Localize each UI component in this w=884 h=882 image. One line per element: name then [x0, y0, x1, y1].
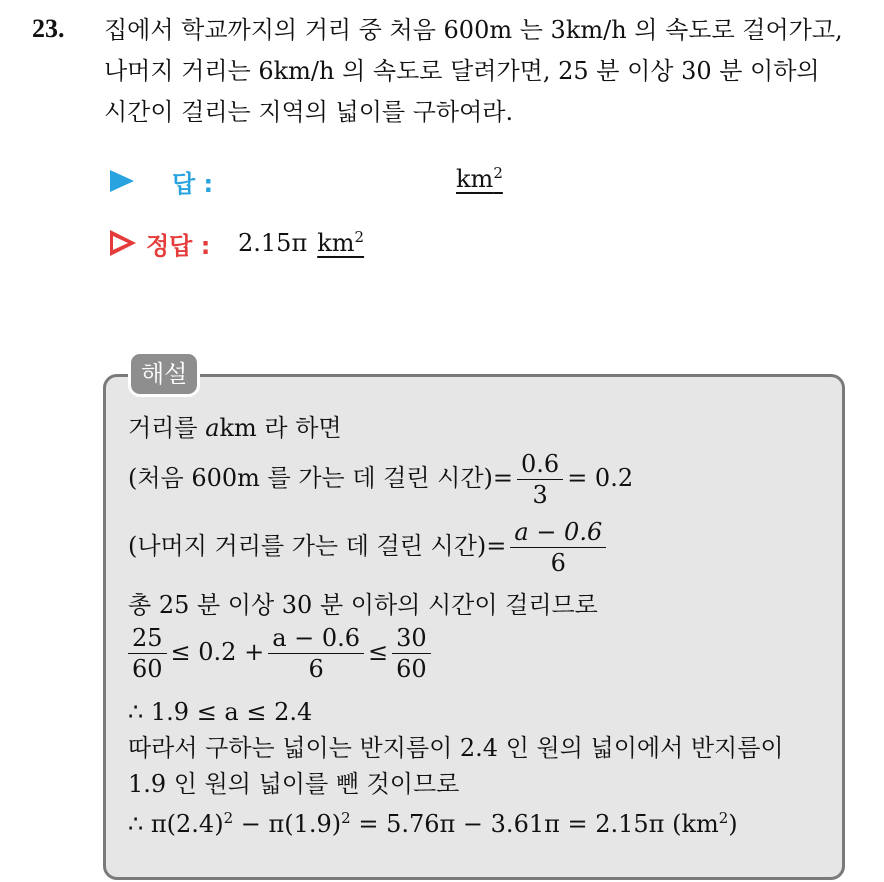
fraction: [510, 520, 606, 575]
solution-line-1: [128, 416, 342, 440]
question-line-1: 집에서 학교까지의 거리 중 처음 600m 는 3km/h 의 속도로 걸어가고,: [104, 16, 843, 44]
solution-line-4: 총 25 분 이상 30 분 이하의 시간이 걸리므로: [128, 591, 598, 619]
solution-line-9-exp2: 2: [341, 809, 351, 827]
answer-input-blank[interactable]: [456, 164, 503, 193]
solution-line-3-text: (나머지 거리를 가는 데 걸린 시간)=: [128, 532, 507, 560]
solution-line-6: ∴ 1.9 ≤ a ≤ 2.4: [128, 698, 313, 726]
question-line-2: 나머지 거리는 6km/h 의 속도로 달려가면, 25 분 이상 30 분 이하의: [104, 57, 820, 85]
correct-unit-text: km: [317, 229, 355, 257]
question-text: [104, 10, 874, 133]
fraction-numerator: a − 0.6: [510, 520, 606, 548]
fraction-denominator: 60: [132, 655, 163, 683]
correct-answer-label: 정답 :: [146, 232, 211, 260]
fraction-numerator: 30: [392, 626, 431, 654]
solution-line-9-c: = 5.76π − 3.61π = 2.15π (km: [350, 810, 719, 838]
solution-line-9-exp1: 2: [223, 809, 234, 827]
solution-line-7: 따라서 구하는 넓이는 반지름이 2.4 인 원의 넓이에서 반지름이: [128, 734, 784, 762]
solution-line-5-mid: ≤ 0.2 +: [170, 638, 265, 666]
correct-answer-number: 2.15π: [238, 229, 308, 257]
correct-answer-value: [238, 228, 364, 257]
solution-line-1-post: km 라 하면: [219, 414, 342, 442]
fraction-denominator: 3: [532, 481, 548, 509]
correct-answer-unit: [317, 229, 364, 257]
fraction: [268, 626, 364, 681]
solution-line-9-exp3: 2: [718, 809, 729, 827]
solution-line-5-le: ≤: [368, 638, 389, 666]
solution-line-1-pre: 거리를: [128, 414, 206, 442]
fraction-numerator: a − 0.6: [268, 626, 364, 654]
solution-line-9-b: − π(1.9): [233, 810, 342, 838]
fraction: [517, 452, 563, 507]
correct-unit-exponent: 2: [354, 228, 365, 246]
fraction-denominator: 6: [308, 655, 324, 683]
fraction-numerator: 0.6: [517, 452, 563, 480]
solution-line-3: [128, 520, 610, 575]
fraction-numerator: 25: [128, 626, 167, 654]
answer-unit: km: [456, 165, 494, 193]
solution-line-9-d: ): [728, 810, 738, 838]
solution-line-9: [128, 811, 738, 836]
fraction: [392, 626, 431, 681]
question-line-3: 시간이 걸리는 지역의 넓이를 구하여라.: [104, 98, 514, 126]
solution-line-5: [128, 626, 435, 681]
solution-line-9-a: ∴ π(2.4): [128, 810, 224, 838]
problem-number: 23.: [32, 14, 65, 43]
solution-line-1-var: a: [205, 414, 220, 442]
play-arrow-icon: [110, 170, 134, 192]
outline-arrow-icon-inner: [113, 236, 128, 250]
fraction-denominator: 60: [396, 655, 427, 683]
solution-line-2-text: (처음 600m 를 가는 데 걸린 시간)=: [128, 464, 514, 492]
solution-title: 해설: [128, 351, 200, 397]
solution-line-8: 1.9 인 원의 넓이를 뺀 것이므로: [128, 770, 460, 798]
answer-label: 답 :: [172, 170, 214, 198]
solution-line-2-result: = 0.2: [567, 464, 634, 492]
answer-unit-exponent: 2: [493, 164, 503, 182]
fraction-denominator: 6: [550, 549, 566, 577]
solution-line-2: [128, 452, 633, 507]
fraction: [128, 626, 167, 681]
